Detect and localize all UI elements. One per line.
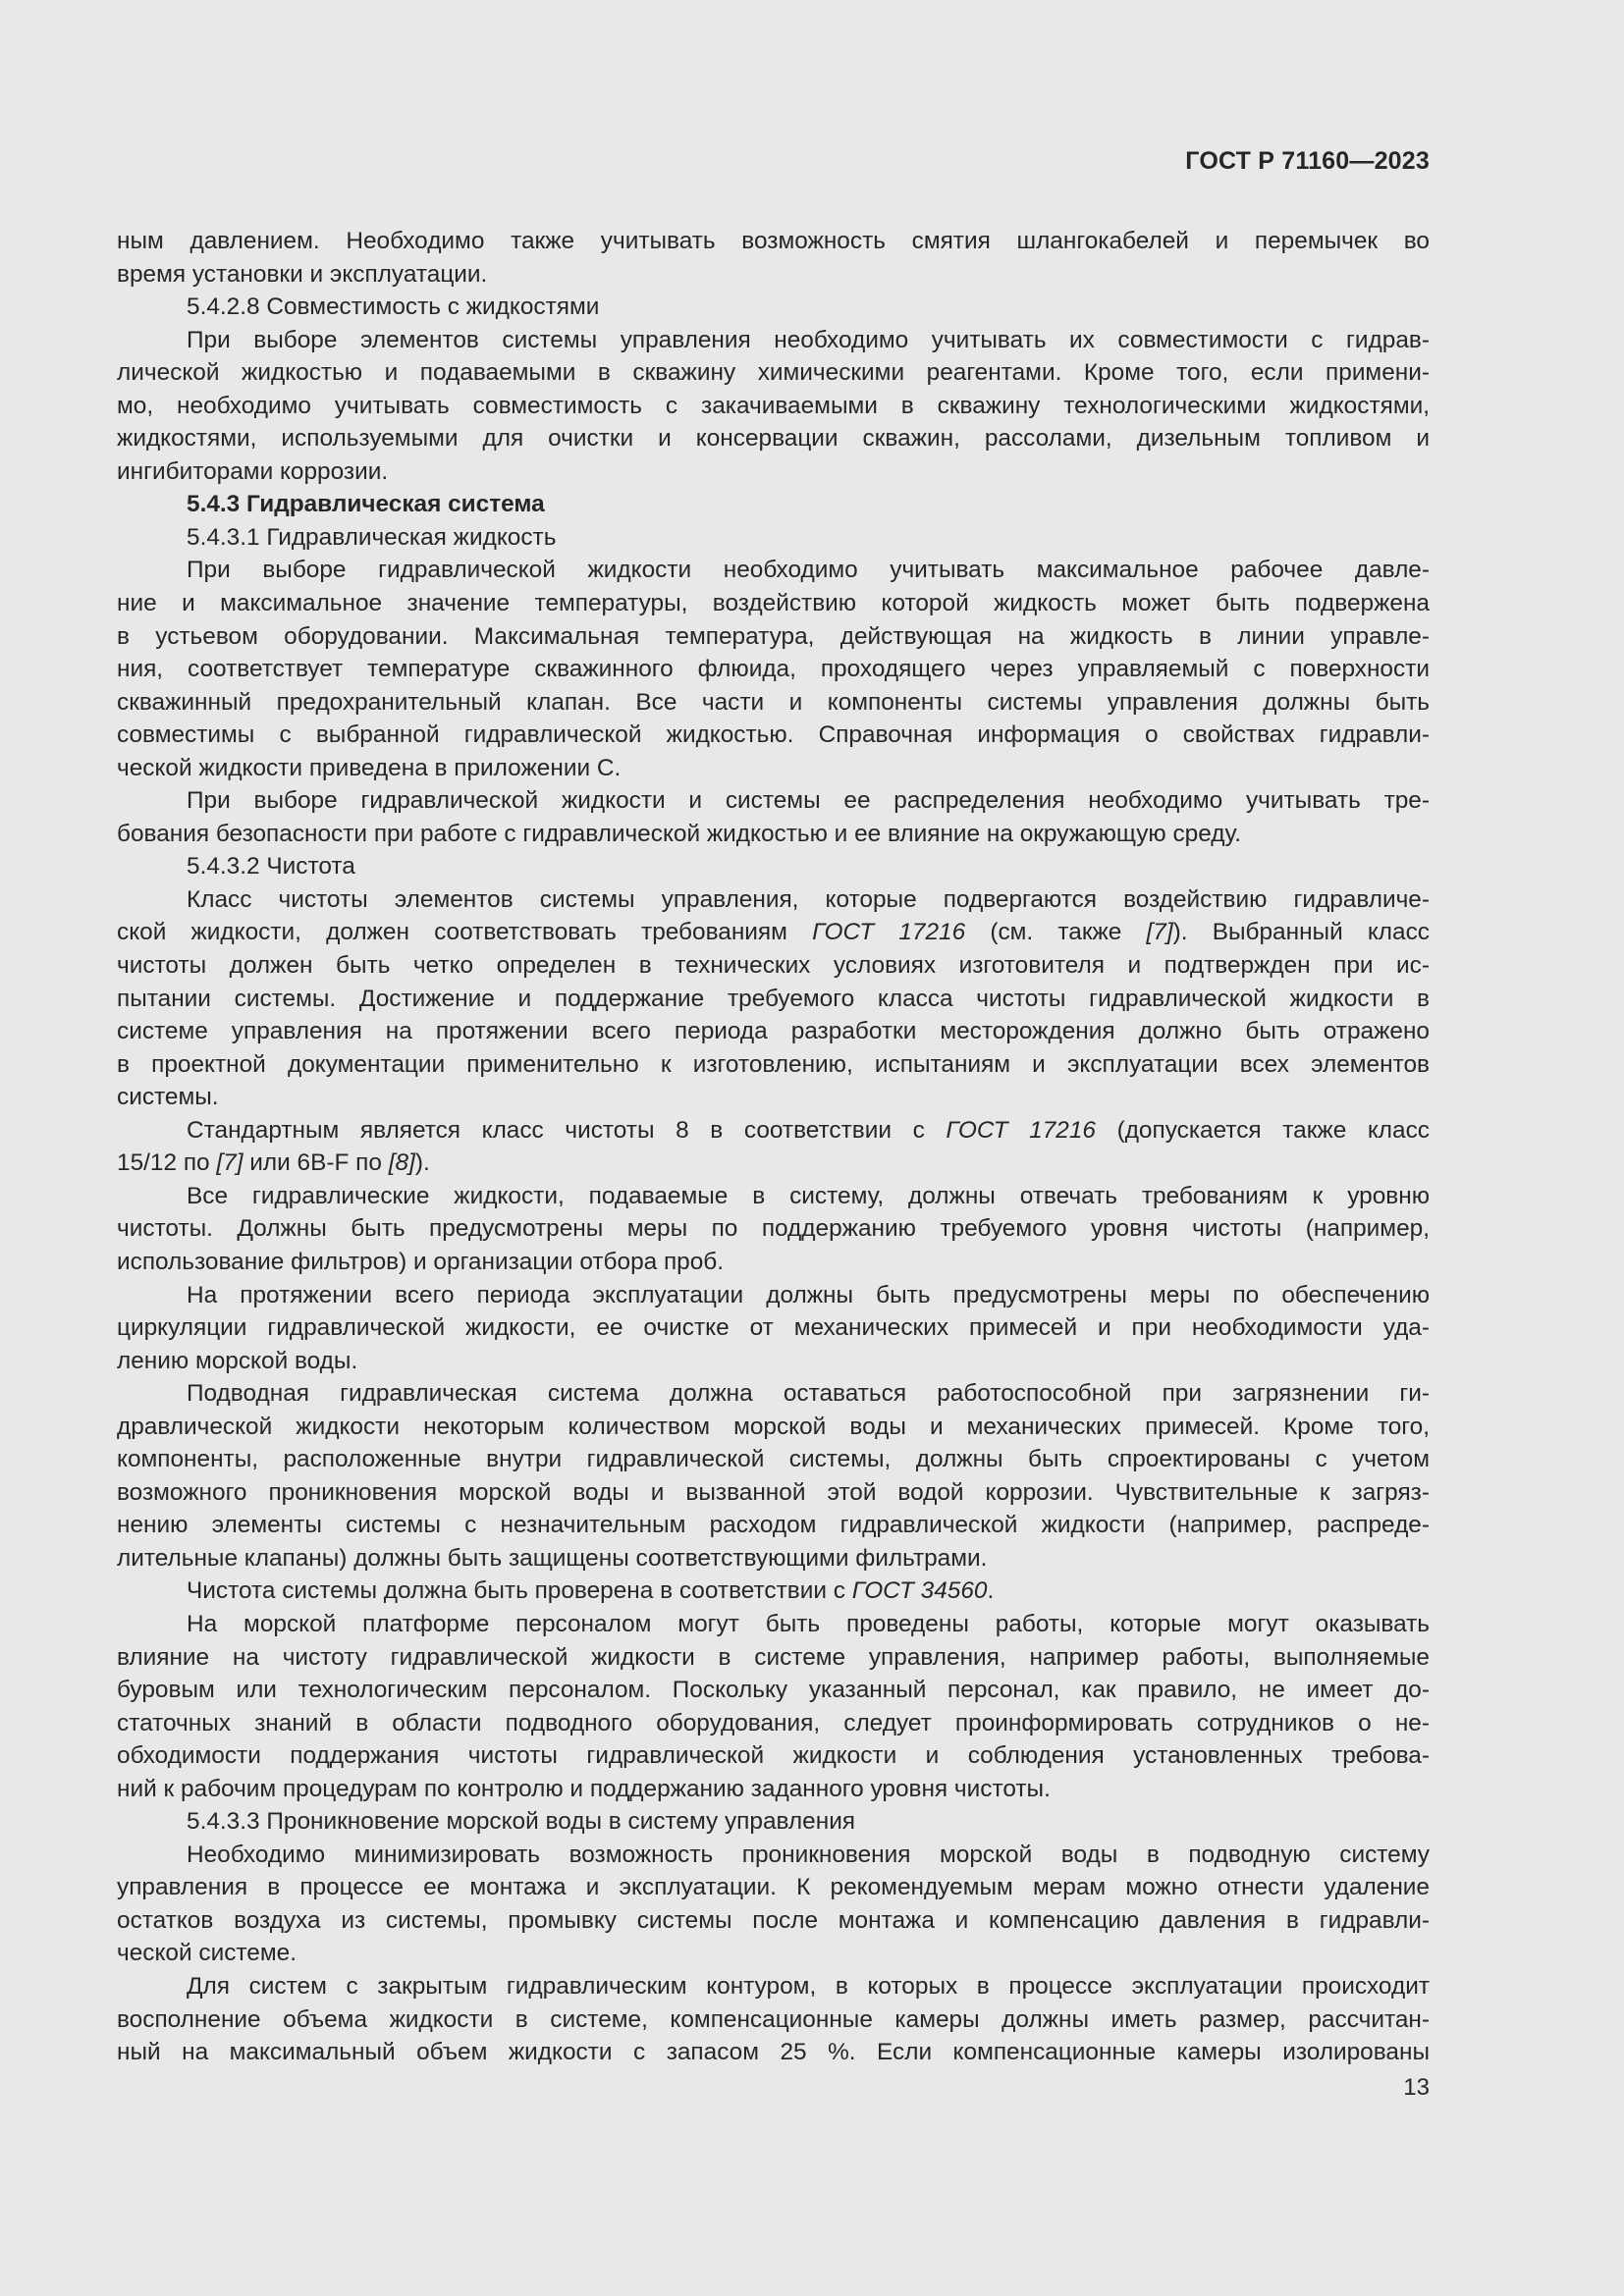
text-line: жидкостями, используемыми для очистки и консервации скважин, рассолами, дизельным топливом и — [117, 425, 1430, 453]
text-line: При выборе гидравлической жидкости необходимо учитывать максимальное рабочее давле- — [187, 557, 1430, 584]
bibliography-reference: [7] — [216, 1149, 244, 1177]
text-line: в устьевом оборудовании. Максимальная температура, действующая на жидкость в линии управле- — [117, 622, 1430, 650]
text-line: ческой системе. — [117, 1940, 297, 1967]
text-line: ской жидкости, должен соответствовать требованиям ГОСТ 17216 (см. также [7]). Выбранный класс — [117, 919, 1430, 946]
page-number: 13 — [1403, 2074, 1430, 2101]
text-line: лению морской воды. — [117, 1347, 358, 1374]
text-line: обходимости поддержания чистоты гидравлической жидкости и соблюдения установленных требова- — [117, 1742, 1430, 1770]
text-line: пытании системы. Достижение и поддержание требуемого класса чистоты гидравлической жидкости в — [117, 985, 1430, 1012]
text-line: ингибиторами коррозии. — [117, 457, 389, 485]
text-line: Все гидравлические жидкости, подаваемые в систему, должны отвечать требованиям к уровню — [187, 1182, 1430, 1209]
standard-reference: ГОСТ 17216 — [946, 1116, 1096, 1144]
text-line: время установки и эксплуатации. — [117, 260, 488, 288]
section-heading-5-4-3-1: 5.4.3.1 Гидравлическая жидкость — [187, 523, 557, 551]
document-id-header: ГОСТ Р 71160—2023 — [1185, 147, 1430, 175]
text-line: На протяжении всего периода эксплуатации должны быть предусмотрены меры по обеспечению — [187, 1281, 1430, 1308]
text-line: чистоты должен быть четко определен в технических условиях изготовителя и подтвержден при ис- — [117, 952, 1430, 980]
text-line: компоненты, расположенные внутри гидравлической системы, должны быть спроектированы с учетом — [117, 1446, 1430, 1473]
text-line: восполнение объема жидкости в системе, компенсационные камеры должны иметь размер, рассчитан- — [117, 2005, 1430, 2033]
text-line: статочных знаний в области подводного оборудования, следует проинформировать сотрудников о не- — [117, 1709, 1430, 1736]
text-line: Необходимо минимизировать возможность проникновения морской воды в подводную систему — [187, 1841, 1430, 1868]
section-heading-5-4-3: 5.4.3 Гидравлическая система — [187, 491, 545, 518]
text-line: совместимы с выбранной гидравлической жидкостью. Справочная информация о свойствах гидравли- — [117, 721, 1430, 749]
text-line: Класс чистоты элементов системы управления, которые подвергаются воздействию гидравличе- — [187, 885, 1430, 913]
text-line: ние и максимальное значение температуры, воздействию которой жидкость может быть подвержена — [117, 590, 1430, 617]
text-line: буровым или технологическим персоналом. Поскольку указанный персонал, как правило, не имеет до- — [117, 1677, 1430, 1704]
section-heading-5-4-3-3: 5.4.3.3 Проникновение морской воды в систему управления — [187, 1808, 856, 1836]
text-line: бования безопасности при работе с гидравлической жидкостью и ее влияние на окружающую среду. — [117, 820, 1242, 847]
text-line: системы. — [117, 1084, 219, 1111]
text-line: Чистота системы должна быть проверена в соответствии с ГОСТ 34560. — [187, 1577, 995, 1605]
text-line: дравлической жидкости некоторым количеством морской воды и механических примесей. Кроме того, — [117, 1413, 1430, 1440]
text-line: ным давлением. Необходимо также учитывать возможность смятия шлангокабелей и перемычек во — [117, 228, 1430, 254]
text-line: ный на максимальный объем жидкости с запасом 25 %. Если компенсационные камеры изолированы — [117, 2039, 1430, 2066]
text-line: Подводная гидравлическая система должна оставаться работоспособной при загрязнении ги- — [187, 1380, 1430, 1408]
section-heading-5-4-3-2: 5.4.3.2 Чистота — [187, 853, 355, 881]
section-heading-5-4-2-8: 5.4.2.8 Совместимость с жидкостями — [187, 294, 600, 321]
text-line: возможного проникновения морской воды и вызванной этой водой коррозии. Чувствительные к загряз- — [117, 1478, 1430, 1506]
text-line: Стандартным является класс чистоты 8 в соответствии с ГОСТ 17216 (допускается также класс — [187, 1116, 1430, 1144]
text-line: При выборе гидравлической жидкости и системы ее распределения необходимо учитывать тре- — [187, 787, 1430, 815]
text-line: циркуляции гидравлической жидкости, ее очистке от механических примесей и при необходимости уда- — [117, 1314, 1430, 1342]
text-line: Для систем с закрытым гидравлическим контуром, в которых в процессе эксплуатации происходит — [187, 1972, 1430, 2000]
text-line: ний к рабочим процедурам по контролю и поддержанию заданного уровня чистоты. — [117, 1775, 1051, 1802]
bibliography-reference: [8] — [388, 1149, 415, 1177]
text-line: использование фильтров) и организации отбора проб. — [117, 1248, 725, 1275]
document-body — [117, 225, 1430, 2069]
text-line: скважинный предохранительный клапан. Все части и компоненты системы управления должны быть — [117, 688, 1430, 716]
text-line: мо, необходимо учитывать совместимость с закачиваемыми в скважину технологическими жидкостями, — [117, 392, 1430, 419]
text-line: остатков воздуха из системы, промывку системы после монтажа и компенсацию давления в гидравли- — [117, 1906, 1430, 1934]
text-line: управления в процессе ее монтажа и эксплуатации. К рекомендуемым мерам можно отнести удаление — [117, 1874, 1430, 1901]
text-line: чистоты. Должны быть предусмотрены меры по поддержанию требуемого уровня чистоты (например, — [117, 1215, 1430, 1243]
text-line: влияние на чистоту гидравлической жидкости в системе управления, например работы, выполняемые — [117, 1643, 1430, 1671]
standard-reference: ГОСТ 34560 — [851, 1577, 988, 1605]
text-line: ческой жидкости приведена в приложении С. — [117, 754, 622, 781]
bibliography-reference: [7] — [1146, 919, 1173, 946]
text-line: 15/12 по [7] или 6B-F по [8]). — [117, 1149, 430, 1177]
text-line: На морской платформе персоналом могут быть проведены работы, которые могут оказывать — [187, 1610, 1430, 1637]
text-line: лической жидкостью и подаваемыми в скважину химическими реагентами. Кроме того, если примени- — [117, 359, 1430, 387]
standard-reference: ГОСТ 17216 — [812, 919, 966, 946]
text-line: в проектной документации применительно к изготовлению, испытаниям и эксплуатации всех элементов — [117, 1050, 1430, 1078]
text-line: При выборе элементов системы управления необходимо учитывать их совместимости с гидрав- — [187, 326, 1430, 353]
text-line: лительные клапаны) должны быть защищены соответствующими фильтрами. — [117, 1544, 988, 1572]
text-line: системе управления на протяжении всего периода разработки месторождения должно быть отражено — [117, 1018, 1430, 1045]
text-line: ния, соответствует температуре скважинного флюида, проходящего через управляемый с поверхности — [117, 656, 1430, 683]
text-line: нению элементы системы с незначительным расходом гидравлической жидкости (например, распреде- — [117, 1512, 1430, 1539]
